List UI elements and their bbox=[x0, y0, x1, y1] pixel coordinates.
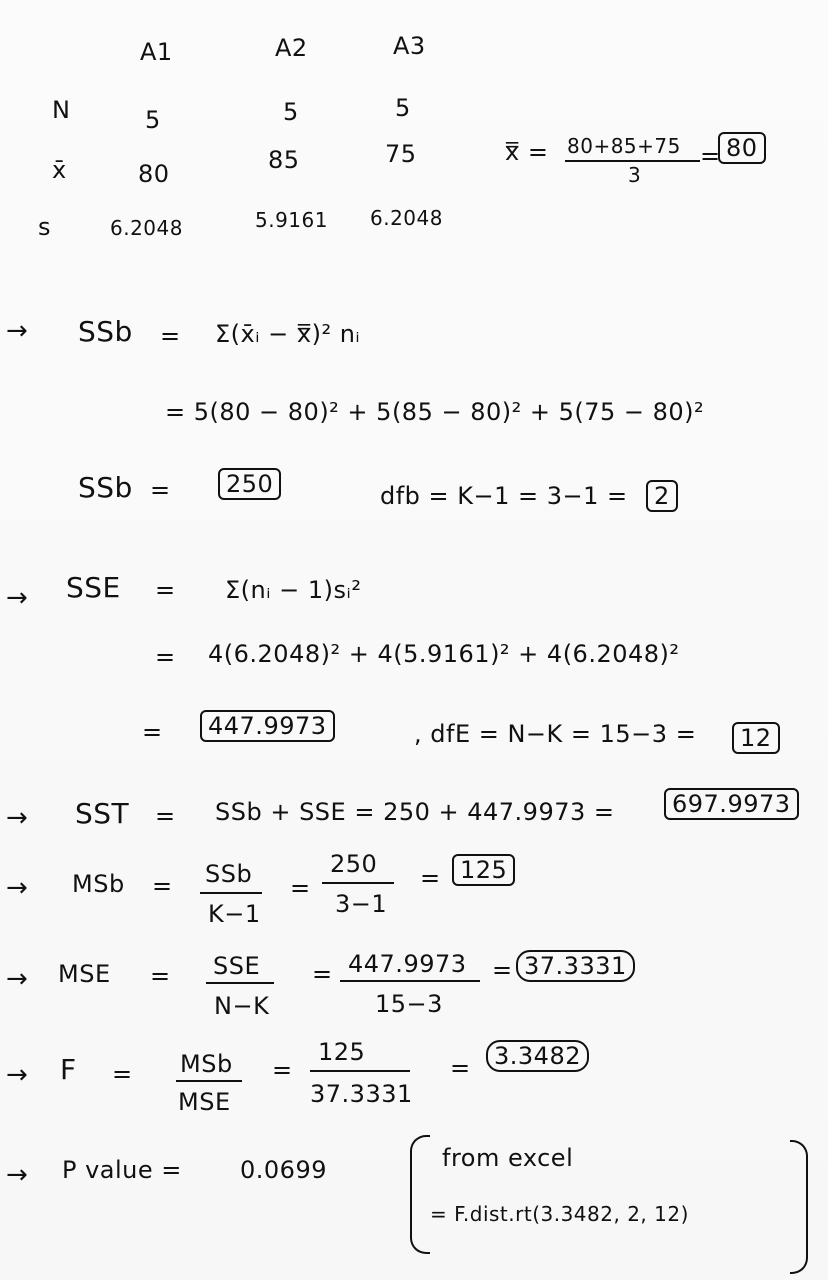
mse-fraction-line-2 bbox=[340, 980, 480, 982]
dfe-label: , dfE = N−K = 15−3 = bbox=[414, 720, 697, 748]
f-den-1: MSE bbox=[178, 1088, 231, 1116]
row-label-sd: s bbox=[38, 213, 52, 241]
mse-num-1: SSE bbox=[213, 952, 261, 980]
f-num-2: 125 bbox=[318, 1038, 366, 1066]
sd-a1: 6.2048 bbox=[110, 216, 183, 240]
sst-eq: = bbox=[155, 802, 176, 830]
mean-a2: 85 bbox=[268, 146, 300, 174]
msb-fraction-line-2 bbox=[322, 882, 394, 884]
mse-den-1: N−K bbox=[214, 992, 270, 1020]
ssb-label: SSb bbox=[78, 315, 133, 348]
column-header-a2: A2 bbox=[275, 34, 308, 62]
msb-eq-3: = bbox=[420, 864, 441, 892]
ssb-result: 250 bbox=[218, 468, 281, 500]
f-label: F bbox=[60, 1053, 77, 1086]
grand-mean-eq: = bbox=[700, 142, 721, 170]
f-eq-2: = bbox=[272, 1056, 293, 1084]
msb-eq: = bbox=[152, 872, 173, 900]
mse-fraction-line-1 bbox=[206, 982, 274, 984]
arrow-sse: → bbox=[6, 583, 28, 613]
arrow-f: → bbox=[6, 1060, 28, 1090]
f-num-1: MSb bbox=[180, 1050, 233, 1078]
pvalue-value: 0.0699 bbox=[240, 1156, 327, 1184]
f-den-2: 37.3331 bbox=[310, 1080, 413, 1108]
arrow-pvalue: → bbox=[6, 1160, 28, 1190]
msb-fraction-line-1 bbox=[200, 892, 262, 894]
pvalue-label: P value = bbox=[62, 1156, 182, 1184]
grand-mean-fraction-line bbox=[565, 160, 700, 162]
grand-mean-numerator: 80+85+75 bbox=[567, 134, 681, 158]
column-header-a3: A3 bbox=[393, 32, 426, 60]
sse-expansion: 4(6.2048)² + 4(5.9161)² + 4(6.2048)² bbox=[208, 640, 680, 668]
sse-label: SSE bbox=[66, 571, 121, 604]
note-bracket-left bbox=[410, 1135, 430, 1254]
grand-mean-lhs: x̿ = bbox=[505, 138, 549, 166]
dfb-result: 2 bbox=[646, 480, 678, 512]
msb-den-1: K−1 bbox=[208, 900, 261, 928]
msb-den-2: 3−1 bbox=[335, 890, 388, 918]
dfb-label: dfb = K−1 = 3−1 = bbox=[380, 482, 628, 510]
msb-result: 125 bbox=[452, 854, 515, 886]
f-eq-3: = bbox=[450, 1054, 471, 1082]
sd-a3: 6.2048 bbox=[370, 206, 443, 230]
mse-num-2: 447.9973 bbox=[348, 950, 467, 978]
row-label-mean: x̄ bbox=[52, 156, 67, 184]
arrow-sst: → bbox=[6, 803, 28, 833]
sst-expansion: SSb + SSE = 250 + 447.9973 = bbox=[215, 798, 615, 826]
pvalue-note-1: from excel bbox=[442, 1144, 574, 1172]
msb-eq-2: = bbox=[290, 874, 311, 902]
mse-label: MSE bbox=[58, 960, 111, 988]
mse-eq: = bbox=[150, 962, 171, 990]
arrow-ssb: → bbox=[6, 316, 28, 346]
arrow-mse: → bbox=[6, 964, 28, 994]
sse-formula: Σ(nᵢ − 1)sᵢ² bbox=[225, 576, 362, 604]
grand-mean-result: 80 bbox=[718, 132, 766, 164]
n-a1: 5 bbox=[145, 106, 161, 134]
f-fraction-line-2 bbox=[310, 1070, 410, 1072]
msb-num-2: 250 bbox=[330, 850, 378, 878]
msb-label: MSb bbox=[72, 870, 125, 898]
mse-result: 37.3331 bbox=[516, 950, 635, 982]
mean-a3: 75 bbox=[385, 140, 417, 168]
sse-eq-3: = bbox=[142, 718, 163, 746]
sst-label: SST bbox=[75, 797, 130, 830]
sse-eq-2: = bbox=[155, 643, 176, 671]
mse-den-2: 15−3 bbox=[375, 990, 443, 1018]
mse-eq-2: = bbox=[312, 960, 333, 988]
ssb-eq: = bbox=[160, 322, 181, 350]
sst-result: 697.9973 bbox=[664, 788, 799, 820]
ssb-eq-2: = bbox=[150, 476, 171, 504]
sse-result: 447.9973 bbox=[200, 710, 335, 742]
note-bracket-right bbox=[790, 1140, 808, 1274]
n-a3: 5 bbox=[395, 94, 411, 122]
f-fraction-line-1 bbox=[176, 1080, 242, 1082]
column-header-a1: A1 bbox=[140, 38, 173, 66]
ssb-formula: Σ(x̄ᵢ − x̿)² nᵢ bbox=[215, 320, 361, 348]
msb-num-1: SSb bbox=[205, 860, 253, 888]
mean-a1: 80 bbox=[138, 160, 170, 188]
n-a2: 5 bbox=[283, 98, 299, 126]
row-label-n: N bbox=[52, 96, 71, 124]
sse-eq: = bbox=[155, 576, 176, 604]
mse-eq-3: = bbox=[492, 956, 513, 984]
ssb-label-2: SSb bbox=[78, 471, 133, 504]
f-result: 3.3482 bbox=[486, 1040, 589, 1072]
pvalue-note-2: = F.dist.rt(3.3482, 2, 12) bbox=[430, 1202, 689, 1226]
sd-a2: 5.9161 bbox=[255, 208, 328, 232]
ssb-expansion: = 5(80 − 80)² + 5(85 − 80)² + 5(75 − 80)² bbox=[165, 398, 705, 426]
arrow-msb: → bbox=[6, 873, 28, 903]
f-eq: = bbox=[112, 1060, 133, 1088]
grand-mean-denominator: 3 bbox=[628, 163, 642, 187]
dfe-result: 12 bbox=[732, 722, 780, 754]
